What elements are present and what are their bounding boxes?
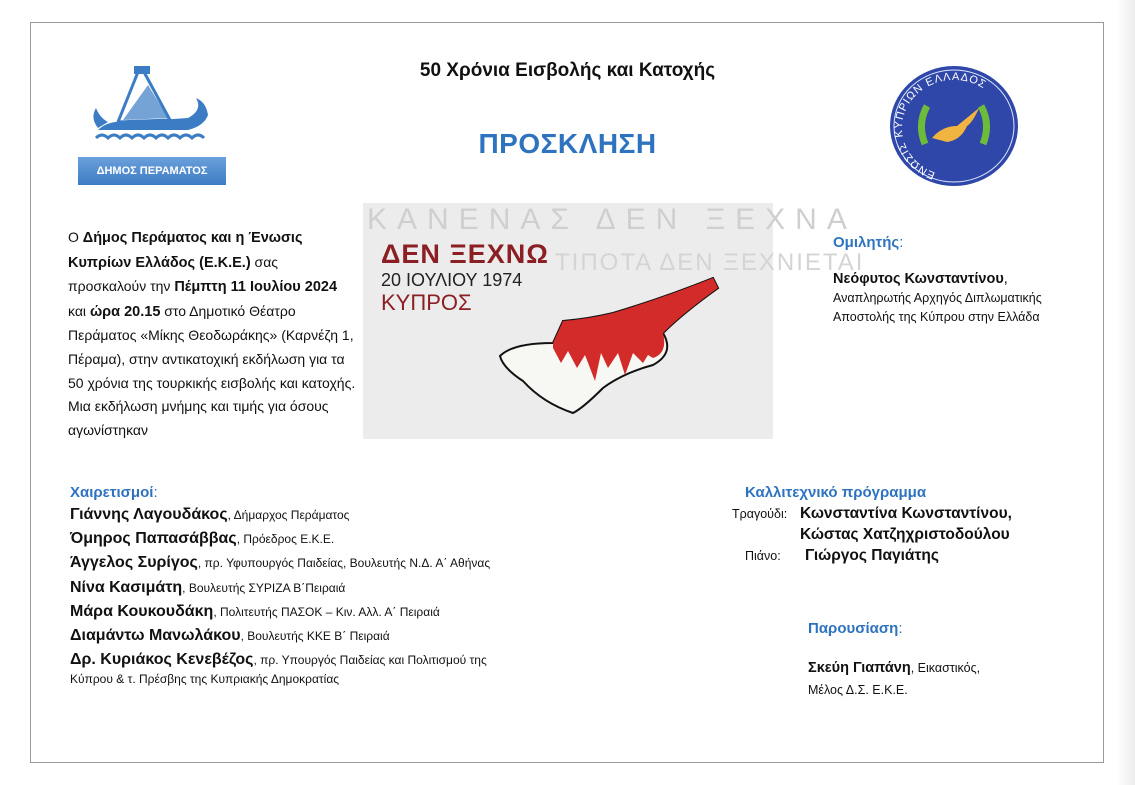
singer-name: Κώστας Χατζηχριστοδούλου — [800, 526, 1010, 543]
artistic-label: Καλλιτεχνικό πρόγραμμα — [745, 484, 927, 501]
poster-place: ΚΥΠΡΟΣ — [381, 290, 472, 315]
greeting-role: πρ. Υπουργός Παιδείας και Πολιτισμού της — [260, 653, 487, 668]
intro-text: και — [68, 302, 90, 319]
cyprus-map-icon — [363, 203, 773, 439]
greeting-item: Μάρα Κουκουδάκη, Πολιτευτής ΠΑΣΟΚ – Κιν. Αλλ. Α΄ Πειραιά — [70, 602, 440, 620]
dimos-perama-label: ΔΗΜΟΣ ΠΕΡΑΜΑΤΟΣ — [78, 157, 226, 185]
artistic-program-section — [732, 484, 1012, 565]
speaker-name: Νεόφυτος Κωνσταντίνου — [833, 271, 1004, 287]
greeting-item: Γιάννης Λαγουδάκος, Δήμαρχος Περάματος — [70, 506, 350, 523]
poster-headline: ΔΕΝ ΞΕΧΝΩ — [381, 239, 549, 269]
greeting-item: Διαμάντω Μανωλάκου, Βουλευτής ΚΚΕ Β΄ Πειραιά — [70, 627, 390, 645]
song-label: Τραγούδι: — [732, 507, 788, 521]
greeting-name: Μάρα Κουκουδάκη — [70, 602, 214, 620]
enosis-logo-text: ΕΝΩΣΙΣ ΚΥΠΡΙΩΝ ΕΛΛΑΔΟΣ — [892, 70, 989, 182]
greeting-role: Πρόεδρος Ε.Κ.Ε. — [243, 532, 335, 547]
greetings-label: Χαιρετισμοί — [70, 484, 154, 501]
presenter-name: Σκεύη Γιαπάνη — [808, 660, 911, 676]
greeting-item: Όμηρος Παπασάββας, Πρόεδρος Ε.Κ.Ε. — [70, 530, 335, 548]
greeting-role: πρ. Υφυπουργός Παιδείας, Βουλευτής Ν.Δ. Α΄ Αθήνας — [204, 556, 491, 571]
greetings-section: Χαιρετισμοί: Γιάννης Λαγουδάκος, Δήμαρχος Περάματος Όμηρος Παπασάββας, Πρόεδρος Ε.Κ.Ε. Άγγελος Συρίγος, πρ. Υφυπουργός Παιδείας, Βουλευτής Ν.Δ. Α΄ Αθήνας Νίνα Κασιμάτη, Βουλευτής ΣΥΡΙΖΑ Β΄Πειραιά Μάρα Κουκουδάκη, Πολιτευτής ΠΑΣΟΚ – Κιν. Αλλ. Α΄ Πειραιά Διαμάντω Μανωλάκου, Βουλευτής ΚΚΕ Β΄ Πειραιά Δρ. Κυριάκος Κενεβέζος, πρ. Υπουργός Παιδείας και Πολιτισμού της Κύπρου & τ. Πρέσβης της Κυπριακής Δημοκρατίας — [70, 484, 491, 687]
invitation-heading: ΠΡΟΣΚΛΗΣΗ — [478, 128, 657, 159]
greeting-name: Δρ. Κυριάκος Κενεβέζος — [70, 651, 254, 669]
page-edge — [1117, 0, 1135, 785]
greeting-role: Βουλευτής ΚΚΕ Β΄ Πειραιά — [247, 629, 390, 644]
greeting-role-continued: Κύπρου & τ. Πρέσβης της Κυπριακής Δημοκρατίας — [70, 672, 340, 687]
greeting-role: Πολιτευτής ΠΑΣΟΚ – Κιν. Αλλ. Α΄ Πειραιά — [220, 604, 440, 619]
greeting-item: Άγγελος Συρίγος, πρ. Υφυπουργός Παιδείας, Βουλευτής Ν.Δ. Α΄ Αθήνας — [70, 554, 491, 572]
poster-bg-text: ΤΙΠΟΤΑ ΔΕΝ ΞΕΧΝΙΕΤΑΙ — [555, 249, 865, 276]
intro-text: στο Δημοτικό Θέατρο Περάματος «Μίκης Θεοδωράκης» (Καρνέζη 1, Πέραμα), στην αντικατοχική εκδήλωση για τα 50 χρόνια της τουρκικής εισβολής και κατοχής. Μια εκδήλωση μνήμης και τιμής για όσους αγωνίστηκαν — [68, 302, 356, 438]
greeting-name: Όμηρος Παπασάββας — [70, 530, 237, 548]
presentation-label: Παρουσίαση — [808, 620, 899, 637]
singer-name: Κωνσταντίνα Κωνσταντίνου, — [800, 505, 1012, 522]
event-date: Πέμπτη 11 Ιουλίου 2024 — [174, 279, 338, 296]
poster-date: 20 ΙΟΥΛΙΟΥ 1974 — [381, 270, 523, 290]
poster-image — [363, 203, 865, 439]
intro-text: σας προσκαλούν την — [68, 253, 279, 295]
speaker-role: Αποστολής της Κύπρου στην Ελλάδα — [833, 310, 1040, 324]
greeting-item: Δρ. Κυριάκος Κενεβέζος, πρ. Υπουργός Παιδείας και Πολιτισμού της — [70, 651, 487, 669]
greeting-role: Δήμαρχος Περάματος — [233, 508, 350, 522]
greeting-name: Νίνα Κασιμάτη — [70, 578, 183, 596]
greeting-name: Διαμάντω Μανωλάκου — [70, 627, 241, 645]
intro-text: Ο — [68, 229, 83, 245]
presenter-role: Μέλος Δ.Σ. Ε.Κ.Ε. — [808, 683, 908, 697]
enosis-kyprion-logo — [887, 64, 1021, 188]
event-time: ώρα 20.15 — [89, 303, 161, 320]
presentation-section: Παρουσίαση: Σκεύη Γιαπάνη, Εικαστικός, Μέλος Δ.Σ. Ε.Κ.Ε. — [808, 620, 980, 701]
hosts: Δήμος Περάματος και η Ένωσις Κυπρίων Ελλάδος (Ε.Κ.Ε.) — [68, 230, 303, 271]
poster-bg-text: ΚΑΝΕΝΑΣ ΔΕΝ ΞΕΧΝΑ — [367, 203, 857, 236]
speaker-section: Ομιλητής: Νεόφυτος Κωνσταντίνου, Αναπληρωτής Αρχηγός Διπλωματικής Αποστολής της Κύπρου στην Ελλάδα — [833, 234, 1042, 324]
piano-label: Πιάνο: — [745, 549, 781, 563]
greeting-name: Άγγελος Συρίγος — [70, 554, 198, 572]
speaker-role: Αναπληρωτής Αρχηγός Διπλωματικής — [833, 291, 1042, 305]
intro-paragraph — [68, 226, 358, 442]
presenter-role: , Εικαστικός, — [910, 661, 981, 675]
greeting-role: Βουλευτής ΣΥΡΙΖΑ Β΄Πειραιά — [188, 580, 346, 595]
greeting-name: Γιάννης Λαγουδάκος — [70, 506, 228, 523]
greeting-item: Νίνα Κασιμάτη, Βουλευτής ΣΥΡΙΖΑ Β΄Πειραιά — [70, 578, 346, 596]
pianist-name: Γιώργος Παγιάτης — [805, 547, 939, 564]
speaker-label: Ομιλητής — [833, 234, 900, 251]
document-title: 50 Χρόνια Εισβολής και Κατοχής — [419, 60, 716, 81]
